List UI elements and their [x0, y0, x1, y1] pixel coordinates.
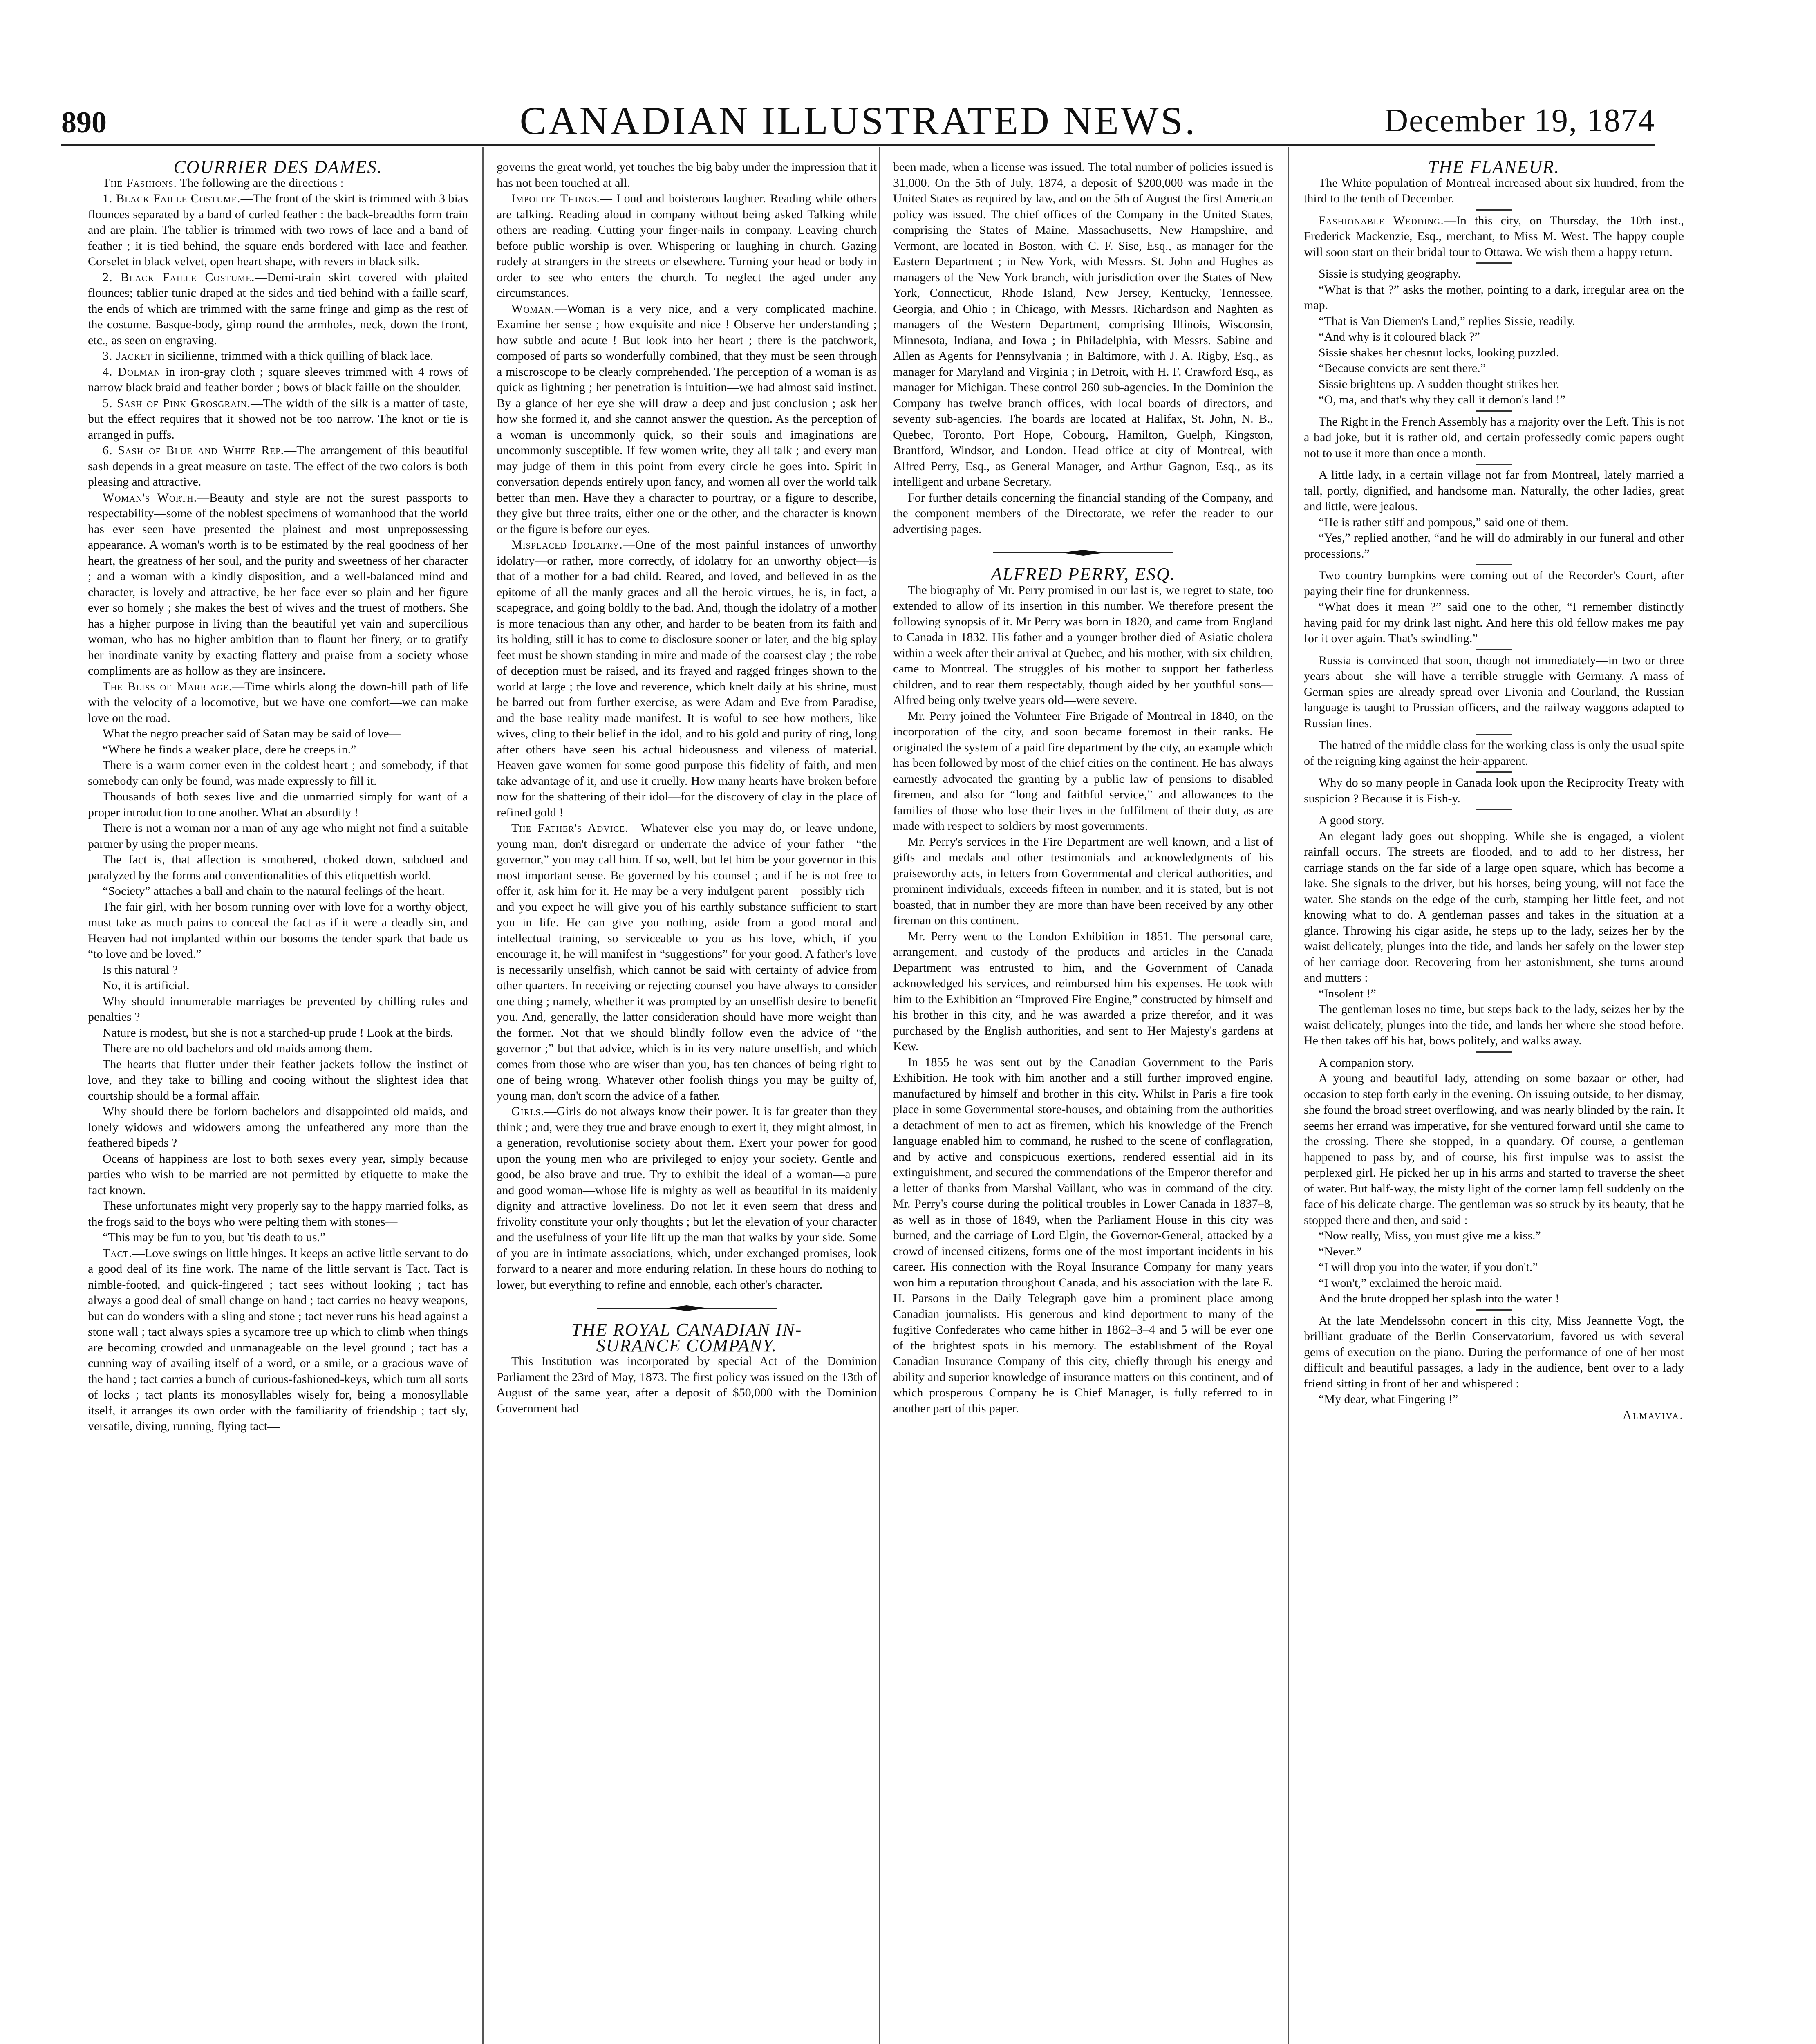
paragraph: Sissie brightens up. A sudden thought strikes her.	[1319, 377, 1560, 391]
paragraph: There is not a woman nor a man of any age who might not find a suitable partner by using the proper means.	[88, 821, 468, 851]
wedding-text: —In this city, on Thursday, the 10th inst., Frederick Mackenzie, Esq., merchant, to Miss M. West. The happy couple will soon start on their bridal tour to Ottawa. We wish them a happy return.	[1304, 213, 1684, 259]
paragraph: What the negro preacher said of Satan may be said of love—	[103, 727, 401, 740]
fashion-item	[88, 348, 468, 364]
father-text: —Whatever else you may do, or leave undone, young man, don't disregard or underrate the advice of your father—“the governor,” you may call him. If so, well, but let him be your governor in this most important sense. Be governed by his counsel ; and if he is not free to offer it, ask him for it. He may be a very indulgent parent—possibly rich—and you expect he will give you of his earthly substance sufficient to start you in life. He can give you nothing, aside from a good moral and intellectual training, so serviceable to you as his love, which, if you encourage it, he will manifest in “suggestions” for your good. A father's love is necessarily unselfish, which cannot be said with certainty of advice from other quarters. In receiving or rejecting counsel you have always to consider one thing ; namely, whether it was prompted by an unselfish desire to benefit you. And, generally, the latter consideration should have more weight than the former. Not that we should blindly follow even the advice of “the governor ;” but that advice, which is in its very nature unselfish, and which comes from those who are wiser than you, has ten chances of being right to one of being wrong. Whatever other foolish things you may be guilty of, young man, don't scorn the advice of a father.	[497, 821, 877, 1103]
fashion-item-label: 4. Dolman	[103, 365, 161, 379]
idolatry-paragraph	[497, 537, 877, 820]
womans-worth-paragraph	[88, 490, 468, 679]
divider-ornament	[993, 549, 1173, 556]
bliss-text: —Time whirls along the down-hill path of life with the velocity of a locomotive, but we have one comfort—we can make love on the road.	[88, 679, 468, 725]
column-3	[893, 159, 1273, 2044]
divider-ornament	[597, 1305, 777, 1311]
paragraph: Sissie shakes her chesnut locks, looking puzzled.	[1319, 345, 1559, 359]
impolite-label: Impolite Things.	[511, 192, 600, 205]
impolite-text: — Loud and boisterous laughter. Reading while others are talking. Reading aloud in company without being asked Talking while others are reading. Cutting your finger-nails in company. Leaving church before public worship is over. Whispering or laughing in church. Gazing rudely at strangers in the streets or elsewhere. Turning your head or body in order to see who enters the church. To neglect the aged under any circumstances.	[497, 192, 877, 300]
short-rule	[1476, 262, 1512, 264]
paragraph: This Institution was incorporated by special Act of the Dominion Parliament the 23rd of May, 1873. The first policy was issued on the 13th of August of the same year, after a deposit of $50,000 with the Dominion Government had	[497, 1354, 877, 1415]
short-rule	[1476, 809, 1512, 810]
tact-text: —Love swings on little hinges. It keeps an active little servant to do a good deal of its fine work. The name of the little servant is Tact. Tact is nimble-footed, and quick-fingered ; tact sees without looking ; tact has always a good deal of small change on hand ; tact carries no heavy weapons, but can do wonders with a sling and stone ; tact never runs his head against a stone wall ; tact always spies a sycamore tree up which to climb when things are becoming crowded and unmanageable on the level ground ; tact has a cunning way of availing itself of a word, or a smile, or a gracious wave of the hand ; tact carries a bunch of curious-fashioned-keys, which turn all sorts of locks ; tact plants its monosyllables wisely for, being a monosyllable itself, it arranges its own order with the familiarity of friendship ; tact sly, versatile, diving, running, flying tact—	[88, 1246, 468, 1433]
short-rule	[1476, 771, 1512, 773]
page-number: 890	[61, 106, 107, 139]
paragraph: Two country bumpkins were coming out of the Recorder's Court, after paying their fine for drunkenness.	[1304, 569, 1684, 598]
paragraph: Is this natural ?	[103, 963, 178, 977]
flaneur-heading: THE FLANEUR.	[1428, 159, 1560, 177]
tact-paragraph	[88, 1246, 468, 1434]
fashion-item	[88, 364, 468, 396]
father-label: The Father's Advice.	[511, 821, 629, 835]
paragraph: “What is that ?” asks the mother, pointing to a dark, irregular area on the map.	[1304, 282, 1684, 312]
paragraph: “And why is it coloured black ?”	[1319, 330, 1480, 343]
author-signoff: Almaviva.	[1623, 1408, 1684, 1422]
paragraph: The Right in the French Assembly has a majority over the Left. This is not a bad joke, but it is rather old, and certain professedly comic papers ought not to use it more than once a month.	[1304, 415, 1684, 460]
perry-heading: ALFRED PERRY, ESQ.	[991, 564, 1176, 584]
fashion-item	[88, 443, 468, 490]
paragraph: governs the great world, yet touches the big baby under the impression that it has not been touched at all.	[497, 160, 877, 190]
paragraph: Oceans of happiness are lost to both sexes every year, simply because parties who wish to be married are not permitted by etiquette to make the fact known.	[88, 1152, 468, 1197]
girls-paragraph	[497, 1104, 877, 1293]
impolite-paragraph	[497, 191, 877, 301]
paragraph: Why should there be forlorn bachelors and disappointed old maids, and lonely widows and widowers among the unfeathered any more than the feathered bipeds ?	[88, 1105, 468, 1150]
short-rule	[1476, 410, 1512, 412]
paragraph: There are no old bachelors and old maids among them.	[103, 1042, 372, 1055]
paragraph: “Because convicts are sent there.”	[1319, 361, 1486, 375]
paragraph: Mr. Perry went to the London Exhibition in 1851. The personal care, arrangement, and custody of the products and articles in the Canada Department was entrusted to him, and the Government of Canada acknowledged his services, and reimbursed him his expenses. He took with him to the Exhibition an “Improved Fire Engine,” constructed by himself and his brother in this city, and he was awarded a prize therefor, and it was purchased by the English authorities, and sent to Her Majesty's gardens at Kew.	[893, 929, 1273, 1053]
column-1	[88, 159, 468, 2044]
column-4	[1304, 159, 1684, 2044]
newspaper-title: CANADIAN ILLUSTRATED NEWS.	[519, 99, 1197, 143]
fashion-item-text: —The width of the silk is a matter of taste, but the effect requires that it showed not be too narrow. The knot or tie is arranged in puffs.	[88, 396, 468, 442]
woman-text: —Woman is a very nice, and a very complicated machine. Examine her sense ; how exquisite and nice ! Observe her understanding ; how subtle and acute ! But look into her heart ; there is the patchwork, composed of parts so wonderfully combined, that they must be seen through a miscroscope to be clearly comprehended. The perception of a woman is as quick as lightning ; her penetration is intuition—we had almost said instinct. By a glance of her eye she will draw a deep and just conclusion ; ask her how she formed it, and she cannot answer the question. As the perception of a woman is uncommonly quick, so their souls and imaginations are uncommonly susceptible. If few women write, they all talk ; and every man may judge of them in this point from every circle he goes into. Spirit in conversation depends entirely upon fancy, and women all over the world talk better than men. Have they a character to pourtray, or a figure to describe, they give but three traits, either one or the other, and the character is known or the figure is before our eyes.	[497, 302, 877, 536]
paragraph: “I won't,” exclaimed the heroic maid.	[1319, 1276, 1503, 1290]
paragraph: “Insolent !”	[1319, 986, 1376, 1000]
issue-date: December 19, 1874	[1384, 103, 1655, 139]
paragraph: In 1855 he was sent out by the Canadian Government to the Paris Exhibition. He took with him another and a still further improved engine, manufactured by himself and brother in this city. Whilst in Paris a fire took place in some Governmental store-houses, and obtaining from the authorities a detachment of men to act as firemen, which his knowledge of the French language enabled him to command, he rushed to the scene of conflagration, and by active and conspicuous exertions, rendered essential aid in its extinguishment, and secured the commendations of the Emperor therefor and a letter of thanks from Marshal Vaillant, who was in command of the city. Mr. Perry's course during the political troubles in Lower Canada in 1837–8, as well as in those of 1849, when the Parliament House in this city was burned, and the carriage of Lord Elgin, the Governor-General, attacked by a crowd of incensed citizens, forms one of the most important incidents in his career. His connection with the Royal Insurance Company for many years won him a reputation throughout Canada, and his association with the late E. H. Parsons in the Daily Telegraph gave him a prominent place among Canadian journalists. His generous and kind deportment to many of the fugitive Confederates who came hither in 1862–3–4 and 5 will be ever one of the brightest spots in his memory. The establishment of the Royal Canadian Insurance Company of this city, chiefly through his energy and ability and superior knowledge of insurance matters on this continent, and of which prosperous Company he is Chief Manager, is fully referred to in another part of this paper.	[893, 1055, 1273, 1415]
short-rule	[1476, 649, 1512, 650]
masthead	[61, 94, 1655, 147]
paragraph: The hearts that flutter under their feather jackets follow the instinct of love, and they take to billing and cooing without the slightest idea that courtship should be a formal affair.	[88, 1057, 468, 1103]
paragraph: been made, when a license was issued. The total number of policies issued is 31,000. On the 5th of July, 1874, a deposit of $200,000 was made in the United States as required by law, and on the 5th of August the first American policy was issued. The chief offices of the Company in the United States, comprising the States of Maine, Massachusetts, New Hampshire, and Vermont, are located in Boston, with C. F. Sise, Esq., as manager for the Eastern Department ; in New York, with Messrs. St. John and Hughes as managers of the New York branch, with jurisdiction over the States of New York, Connecticut, Rhode Island, New Jersey, Kentucky, Tennessee, Georgia, and Ohio ; in Chicago, with Messrs. Richardson and Naghten as managers of the Western Department, comprising Illinois, Wisconsin, Minnesota, Indiana, and Iowa ; in Philadelphia, with Messrs. Sabine and Allen as Agents for Pennsylvania ; in Baltimore, with J. A. Rigby, Esq., as manager for Maryland and Virginia ; in Detroit, with H. F. Crawford Esq., as manager for Michigan. These control 260 sub-agencies. In the Dominion the Company has twelve branch offices, with local boards of directors, and seventy sub-agencies. The boards are located at Halifax, St. John, N. B., Quebec, Toronto, Port Hope, Cobourg, Hamilton, Guelph, Kingston, Brantford, Windsor, and London. Head office at city of Montreal, with Alfred Perry, Esq., as General Manager, and Arthur Gagnon, Esq., as its intelligent and urbane Secretary.	[893, 160, 1273, 489]
fashion-item	[88, 270, 468, 349]
short-rule	[1476, 564, 1512, 565]
girls-text: —Girls do not always know their power. It is far greater than they think ; and, were they true and brave enough to exert it, they might almost, in a generation, revolutionise society about them. Exert your power for good upon the young men who are privileged to enjoy your society. Gentle and good, be also brave and true. Try to exhibit the ideal of a woman—a pure and good woman—whose life is mighty as well as beautiful in its maidenly dignity and attractive loveliness. Do not let it even seem that dress and frivolity constitute your only thoughts ; but let the elevation of your character and the usefulness of your life lift up the man that walks by your side. Some of you are in intimate associations, which, under exchanged promises, look forward to a nearer and more enduring relation. In these hours do nothing to lower, but everything to refine and ennoble, each other's character.	[497, 1105, 877, 1291]
wedding-paragraph	[1304, 213, 1684, 260]
paragraph: A companion story.	[1319, 1056, 1414, 1069]
short-rule	[1476, 1051, 1512, 1053]
woman-paragraph	[497, 301, 877, 538]
fashion-item-text: —The front of the skirt is trimmed with 3 bias flounces separated by a band of curled feather : the back-breadths form train and are plain. The tablier is trimmed with two rows of lace and a band of feather ; it is tied behind, the square ends bordered with lace and feather. Corselet in black velvet, open heart shape, with revers in black silk.	[88, 192, 468, 268]
paragraph: No, it is artificial.	[103, 979, 190, 992]
fashion-item-label: 3. Jacket	[103, 349, 152, 363]
paragraph: Mr. Perry joined the Volunteer Fire Brigade of Montreal in 1840, on the incorporation of the city, and soon became foremost in their ranks. He originated the system of a paid fire department by the city, an example which has been followed by most of the chief cities on the continent. He has always earnestly advocated the granting by a public law of pensions to disabled firemen, and also for “long and faithful service,” and allowances to the families of those who lose their lives in the fulfilment of their duty, as are made with respect to soldiers by most governments.	[893, 709, 1273, 833]
paragraph: Mr. Perry's services in the Fire Department are well known, and a list of gifts and medals and other testimonials and acknowledgments of his praiseworthy acts, in letters from Governmental and clerical authorities, and prominent individuals, exceeds fifteen in number, and it is stated, but is not boasted, that in number they are more than have been received by any other fireman on this continent.	[893, 835, 1273, 927]
fashion-item-text: in iron-gray cloth ; square sleeves trimmed with 4 rows of narrow black braid and feather border ; bows of black faille on the shoulder.	[88, 365, 468, 394]
paragraph: These unfortunates might very properly say to the happy married folks, as the frogs said to the boys who were pelting them with stones—	[88, 1199, 468, 1228]
short-rule	[1476, 209, 1512, 211]
royal-heading-line-1: THE ROYAL CANADIAN IN-	[571, 1320, 802, 1340]
paragraph: The fact is, that affection is smothered, choked down, subdued and paralyzed by the forms and conventionalities of this etiquettish world.	[88, 853, 468, 882]
paragraph: A good story.	[1319, 814, 1384, 827]
royal-heading-line-2: SURANCE COMPANY.	[596, 1335, 777, 1356]
paragraph: The White population of Montreal increased about six hundred, from the third to the tenth of December.	[1304, 176, 1684, 205]
wedding-label: Fashionable Wedding.	[1319, 213, 1444, 227]
column-rule	[1288, 147, 1289, 2044]
fashion-item	[88, 191, 468, 270]
paragraph: Why should innumerable marriages be prevented by chilling rules and penalties ?	[88, 994, 468, 1024]
masthead-rule	[61, 144, 1655, 146]
paragraph: Russia is convinced that soon, though not immediately—in two or three years about—she will have a terrible struggle with Germany. A mass of German spies are already spread over Livonia and Courland, the Russian language is taught to Prussian officers, and the railway waggons adapted to Russian lines.	[1304, 653, 1684, 730]
fashions-label: The Fashions.	[103, 176, 177, 190]
quote: “Where he finds a weaker place, dere he creeps in.”	[103, 742, 356, 756]
paragraph: Sissie is studying geography.	[1319, 267, 1461, 280]
quote: “This may be fun to you, but 'tis death to us.”	[103, 1230, 326, 1244]
womans-worth-label: Woman's Worth.	[103, 491, 197, 504]
fashions-paragraph	[88, 175, 468, 191]
paragraph: “O, ma, and that's why they call it demon's land !”	[1319, 393, 1565, 406]
fashion-item-text: —Demi-train skirt covered with plaited flounces; tablier tunic draped at the sides and tied behind with a faille scarf, the ends of which are trimmed with the same fringe and gimp as the rest of the costume. Basque-body, gimp round the armholes, neck, down the front, etc., as seen on engraving.	[88, 270, 468, 347]
paragraph: For further details concerning the financial standing of the Company, and the component members of the Directorate, we refer the reader to our advertising pages.	[893, 491, 1273, 536]
paragraph: “I will drop you into the water, if you don't.”	[1319, 1260, 1538, 1274]
paragraph: The gentleman loses no time, but steps back to the lady, seizes her by the waist delicately, plunges into the tide, and lands her where she stood before. He then takes off his hat, bows politely, and walks away.	[1304, 1002, 1684, 1047]
courrier-heading: COURRIER DES DAMES.	[173, 159, 383, 177]
paragraph: An elegant lady goes out shopping. While she is engaged, a violent rainfall occurs. The streets are flooded, and to add to her distress, her carriage stands on the far side of a large open square, which has become a lake. She signals to the driver, but his horses, being young, will not face the water. She stands on the edge of the curb, stamping her little feet, and not knowing what to do. A gentleman passes and takes in the situation at a glance. Throwing his cigar aside, he steps up to the lady, seizes her by the waist delicately, plunges into the tide, and lands her safely on the lower step of her carriage door. Recovering from her astonishment, she turns around and mutters :	[1304, 829, 1684, 984]
fashion-item-label: 6. Sash of Blue and White Rep.	[103, 444, 284, 457]
father-paragraph	[497, 820, 877, 1104]
paragraph: Thousands of both sexes live and die unmarried simply for want of a proper introduction to one another. What an absurdity !	[88, 790, 468, 819]
paragraph: “My dear, what Fingering !”	[1319, 1392, 1458, 1406]
paragraph: At the late Mendelssohn concert in this city, Miss Jeannette Vogt, the brilliant graduate of the Berlin Conservatorium, favored us with several gems of execution on the piano. During the performance of one of her most difficult and beautiful passages, a lady in the audience, bent over to a lady friend sitting in front of her and whispered :	[1304, 1313, 1684, 1390]
paragraph: Why do so many people in Canada look upon the Reciprocity Treaty with suspicion ? Because it is Fish-y.	[1304, 776, 1684, 805]
paragraph: “Society” attaches a ball and chain to the natural feelings of the heart.	[103, 884, 445, 898]
idolatry-text: —One of the most painful instances of unworthy idolatry—or rather, more correctly, of idolatry for an unworthy object—is that of a mother for a bad child. Reared, and loved, and believed in as the epitome of all the manly graces and all the heroic virtues, he is, in fact, a scapegrace, and going boldly to the bad. And, though the idolatry of a mother is more tenacious than any other, and harder to be beaten from its faith and its holding, still it has to come to disclosure sooner or later, and the big splay feet must be shown standing in mire and made of the coarsest clay ; the robe of deception must be raised, and its frayed and ragged fringes shown to the world at large ; the love and reverence, which knelt daily at his shrine, must be barred out from further exercise, as were Adam and Eve from Paradise, and the base reality made manifest. It is woful to see how mothers, like wives, cling to their belief in the idol, and to his gold and purity of ring, long after others have seen his actual hideousness and vileness of material. Heaven gave women for some good purpose this fidelity of faith, and men take advantage of it, and use it cruelly. How many hearts have broken before now for the shattering of their idol—for the discovery of clay in the place of refined gold !	[497, 538, 877, 819]
fashion-item-label: 2. Black Faille Costume.	[103, 270, 255, 284]
fashion-item-text: in sicilienne, trimmed with a thick quilling of black lace.	[152, 349, 433, 363]
paragraph: The fair girl, with her bosom running over with love for a worthy object, must take as much pains to conceal the fact as if it were a deadly sin, and Heaven had not implanted within our bosoms the tender spark that bade us “to love and be loved.”	[88, 900, 468, 961]
paragraph: “Now really, Miss, you must give me a kiss.”	[1319, 1229, 1541, 1242]
womans-worth-text: —Beauty and style are not the surest passports to respectability—some of the noblest specimens of womanhood that the world has ever seen have presented the plainest and most unprepossessing appearance. A woman's worth is to be estimated by the real goodness of her heart, the greatness of her soul, and the purity and sweetness of her character ; and a woman with a kindly disposition, and a well-balanced mind and character, is lovely and attractive, be her face ever so plain and her figure ever so homely ; she makes the best of wives and the truest of mothers. She has a higher purpose in living than the beautiful yet vain and supercilious woman, who has no higher ambition than to flaunt her finery, or to gratify her inordinate vanity by exacting flattery and praise from a society whose compliments are as hollow as they are insincere.	[88, 491, 468, 677]
column-2	[497, 159, 877, 2044]
fashion-item	[88, 396, 468, 443]
paragraph: “That is Van Diemen's Land,” replies Sissie, readily.	[1319, 314, 1575, 328]
paragraph: The biography of Mr. Perry promised in our last is, we regret to state, too extended to allow of its insertion in this number. We therefore present the following synopsis of it. Mr Perry was born in 1820, and came from England to Canada in 1832. His father and a younger brother died of Asiatic cholera within a week after their arrival at Quebec, and his mother, with six children, came to Montreal. The struggles of his mother to support her fatherless children, and to rear them respectably, though aided by her youthful sons—Alfred being only twelve years old—were severe.	[893, 583, 1273, 707]
paragraph: The hatred of the middle class for the working class is only the usual spite of the reigning king against the heir-apparent.	[1304, 738, 1684, 768]
tact-label: Tact.	[103, 1246, 132, 1260]
column-rule	[482, 147, 484, 2044]
paragraph: A little lady, in a certain village not far from Montreal, lately married a tall, portly, dignified, and handsome man. Naturally, the other ladies, great and little, were jealous.	[1304, 468, 1684, 513]
fashion-item-text: —The arrangement of this beautiful sash depends in a great measure on taste. The effect of the two colors is both pleasing and attractive.	[88, 444, 468, 489]
fashion-item-label: 1. Black Faille Costume.	[103, 192, 241, 205]
bliss-label: The Bliss of Marriage.	[103, 679, 233, 693]
paragraph: A young and beautiful lady, attending on some bazaar or other, had occasion to step forth early in the evening. On issuing outside, to her dismay, she found the broad street overflowing, and was nearly blinded by the rain. It seems her errand was imperative, for she ventured forward until she came to the crossing. There she stopped, in a quandary. Of course, a gentleman happened to pass by, and of course, his first impulse was to assist the perplexed girl. He picked her up in his arms and started to traverse the sheet of water. But half-way, the misty light of the corner lamp fell suddenly on the face of his delicate charge. The gentleman was so struck by its beauty, that he stopped there and then, and said :	[1304, 1071, 1684, 1227]
paragraph: There is a warm corner even in the coldest heart ; and somebody, if that somebody can only be found, was made expressly to fill it.	[88, 758, 468, 788]
short-rule	[1476, 734, 1512, 735]
girls-label: Girls.	[511, 1105, 544, 1118]
paragraph: “Yes,” replied another, “and he will do admirably in our funeral and other processions.”	[1304, 531, 1684, 560]
bliss-paragraph	[88, 679, 468, 726]
paragraph: “He is rather stiff and pompous,” said one of them.	[1319, 515, 1569, 529]
paragraph: And the brute dropped her splash into the water !	[1319, 1292, 1559, 1305]
fashion-item-label: 5. Sash of Pink Grosgrain.	[103, 396, 251, 410]
column-rule	[879, 147, 880, 2044]
paragraph: “Never.”	[1319, 1244, 1362, 1258]
short-rule	[1476, 1309, 1512, 1311]
paragraph: “What does it mean ?” said one to the other, “I remember distinctly having paid for my drink last night. And here this old fellow makes me pay for it over again. That's swindling.”	[1304, 600, 1684, 645]
short-rule	[1476, 464, 1512, 465]
paragraph: Nature is modest, but she is not a starched-up prude ! Look at the birds.	[103, 1026, 454, 1040]
idolatry-label: Misplaced Idolatry.	[511, 538, 623, 551]
woman-label: Woman.	[511, 302, 555, 316]
fashions-intro: The following are the directions :—	[180, 176, 356, 190]
